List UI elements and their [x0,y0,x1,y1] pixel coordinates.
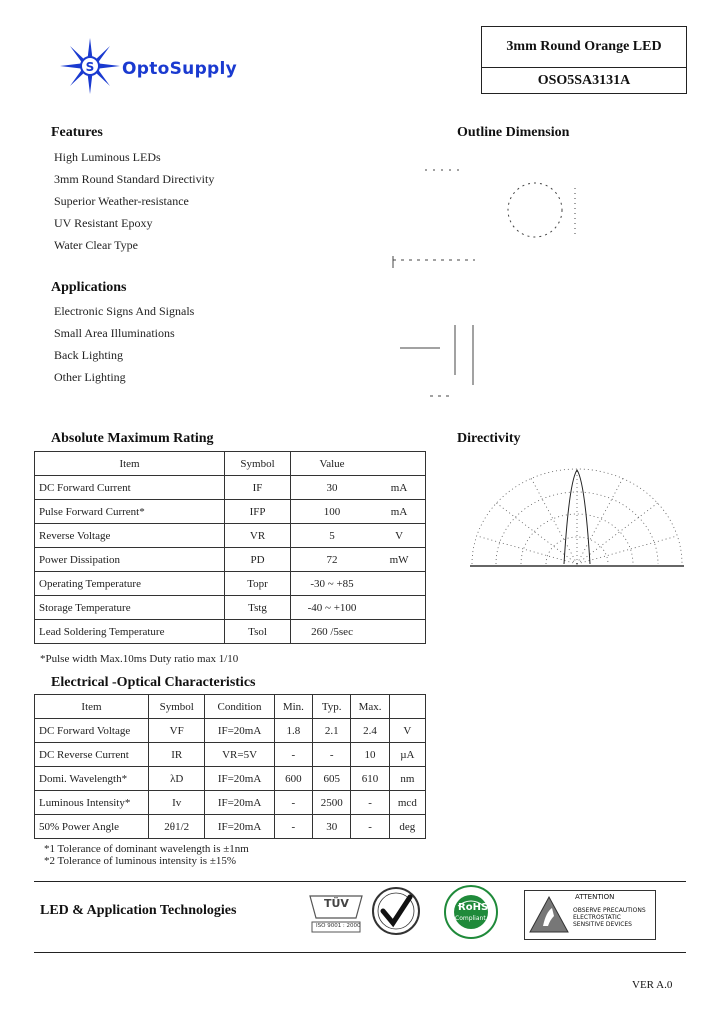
cell-max: 10 [351,743,389,767]
absolute-heading: Absolute Maximum Rating [51,431,214,446]
cell-item: Power Dissipation [35,548,225,572]
cell-symbol: Tstg [225,596,291,620]
cell-unit [373,572,425,596]
cell-max: 610 [351,767,389,791]
brand-name: OptoSupply [122,59,238,79]
cell-typ: - [313,743,351,767]
cell-item: DC Reverse Current [35,743,149,767]
table-row [35,500,426,524]
attention-title: ATTENTION [575,893,615,901]
cell-typ: 2.1 [313,719,351,743]
column-header: Symbol [148,695,204,719]
cell-item: 50% Power Angle [35,815,149,839]
outline-heading: Outline Dimension [457,125,570,140]
cell-unit: mA [373,476,425,500]
directivity-plot [466,462,688,570]
cell-min: 1.8 [274,719,312,743]
cell-max: 2.4 [351,719,389,743]
column-header [373,452,425,476]
title-box [481,26,687,94]
esd-warning-icon [528,894,570,936]
feature-item: 3mm Round Standard Directivity [54,172,215,186]
application-item: Back Lighting [54,348,123,362]
cell-value: 100 [290,500,373,524]
directivity-heading: Directivity [457,431,521,446]
cell-symbol: Tsol [225,620,291,644]
cell-symbol: VF [148,719,204,743]
column-header: Condition [205,695,274,719]
cell-symbol: Iv [148,791,204,815]
cell-min: - [274,791,312,815]
brand-logo [56,36,276,96]
company-name: LED & Application Technologies [40,903,237,918]
cell-symbol: IF [225,476,291,500]
cell-condition: IF=20mA [205,767,274,791]
cell-value: 5 [290,524,373,548]
table-row [35,815,426,839]
cell-symbol: VR [225,524,291,548]
application-item: Electronic Signs And Signals [54,304,195,318]
version-label: VER A.0 [632,979,673,991]
application-item: Small Area Illuminations [54,326,175,340]
cell-item: DC Forward Current [35,476,225,500]
table-row [35,548,426,572]
column-header [389,695,425,719]
rohs-label: RoHS [458,902,489,913]
cell-condition: IF=20mA [205,791,274,815]
pulse-note: *Pulse width Max.10ms Duty ratio max 1/10 [40,653,239,665]
column-header: Item [35,452,225,476]
feature-item: Water Clear Type [54,238,138,252]
column-header: Item [35,695,149,719]
cell-condition: VR=5V [205,743,274,767]
cell-unit: V [389,719,425,743]
table-row [35,791,426,815]
cell-value: 72 [290,548,373,572]
tuv-cert-badge [306,888,366,936]
cell-min: - [274,815,312,839]
cell-typ: 2500 [313,791,351,815]
tolerance-note-2: *2 Tolerance of luminous intensity is ±15% [44,855,237,867]
absolute-rating-table [34,451,426,644]
electrical-table [34,694,426,839]
cell-unit [373,620,425,644]
feature-item: Superior Weather-resistance [54,194,189,208]
cell-symbol: 2θ1/2 [148,815,204,839]
rohs-compliant-label: Compliant [455,915,486,922]
cell-value: -30 ~ +85 [290,572,373,596]
table-row [35,476,426,500]
cell-item: Reverse Voltage [35,524,225,548]
esd-attention-box [524,890,656,940]
electrical-heading: Electrical -Optical Characteristics [51,675,256,690]
cell-value: -40 ~ +100 [290,596,373,620]
footer-divider-bottom [34,952,686,953]
tolerance-note-1: *1 Tolerance of dominant wavelength is ±1nm [44,843,249,855]
tuv-label: TÜV [324,897,349,910]
footer-divider-top [34,881,686,882]
table-row [35,596,426,620]
cell-condition: IF=20mA [205,815,274,839]
cell-unit: mcd [389,791,425,815]
cell-symbol: IR [148,743,204,767]
cell-max: - [351,791,389,815]
cell-item: Lead Soldering Temperature [35,620,225,644]
outline-drawing [385,160,585,405]
feature-item: High Luminous LEDs [54,150,161,164]
table-row [35,719,426,743]
cell-unit: deg [389,815,425,839]
cell-unit [373,596,425,620]
column-header: Symbol [225,452,291,476]
cell-item: DC Forward Voltage [35,719,149,743]
product-title: 3mm Round Orange LED [482,27,686,68]
cell-max: - [351,815,389,839]
table-row [35,524,426,548]
tuv-iso-label: ISO 9001 : 2000 [316,923,361,929]
cell-value: 30 [290,476,373,500]
cell-symbol: IFP [225,500,291,524]
table-header-row [35,695,426,719]
cell-symbol: λD [148,767,204,791]
cell-item: Operating Temperature [35,572,225,596]
cell-unit: mA [373,500,425,524]
column-header: Typ. [313,695,351,719]
application-item: Other Lighting [54,370,126,384]
cell-condition: IF=20mA [205,719,274,743]
svg-text:S: S [85,60,95,74]
column-header: Max. [351,695,389,719]
certified-check-icon [370,885,422,937]
column-header: Value [290,452,373,476]
cell-unit: V [373,524,425,548]
radiation-pattern [564,470,590,564]
cell-symbol: PD [225,548,291,572]
cell-item: Pulse Forward Current* [35,500,225,524]
cell-value: 260 /5sec [290,620,373,644]
star-logo-icon [56,36,126,96]
cell-symbol: Topr [225,572,291,596]
cell-typ: 30 [313,815,351,839]
attention-text: OBSERVE PRECAUTIONS ELECTROSTATIC SENSITIVE DEVICES [573,907,646,928]
cell-unit: nm [389,767,425,791]
applications-heading: Applications [51,280,127,295]
features-heading: Features [51,125,103,140]
cell-min: - [274,743,312,767]
table-row [35,743,426,767]
cell-item: Storage Temperature [35,596,225,620]
cell-min: 600 [274,767,312,791]
column-header: Min. [274,695,312,719]
rohs-cert-badge [438,884,508,940]
table-row [35,767,426,791]
cell-item: Luminous Intensity* [35,791,149,815]
part-number: OSO5SA3131A [537,73,631,88]
table-row [35,620,426,644]
cell-item: Domi. Wavelength* [35,767,149,791]
table-row [35,572,426,596]
table-header-row [35,452,426,476]
cell-unit: µA [389,743,425,767]
feature-item: UV Resistant Epoxy [54,216,153,230]
cell-typ: 605 [313,767,351,791]
cell-unit: mW [373,548,425,572]
